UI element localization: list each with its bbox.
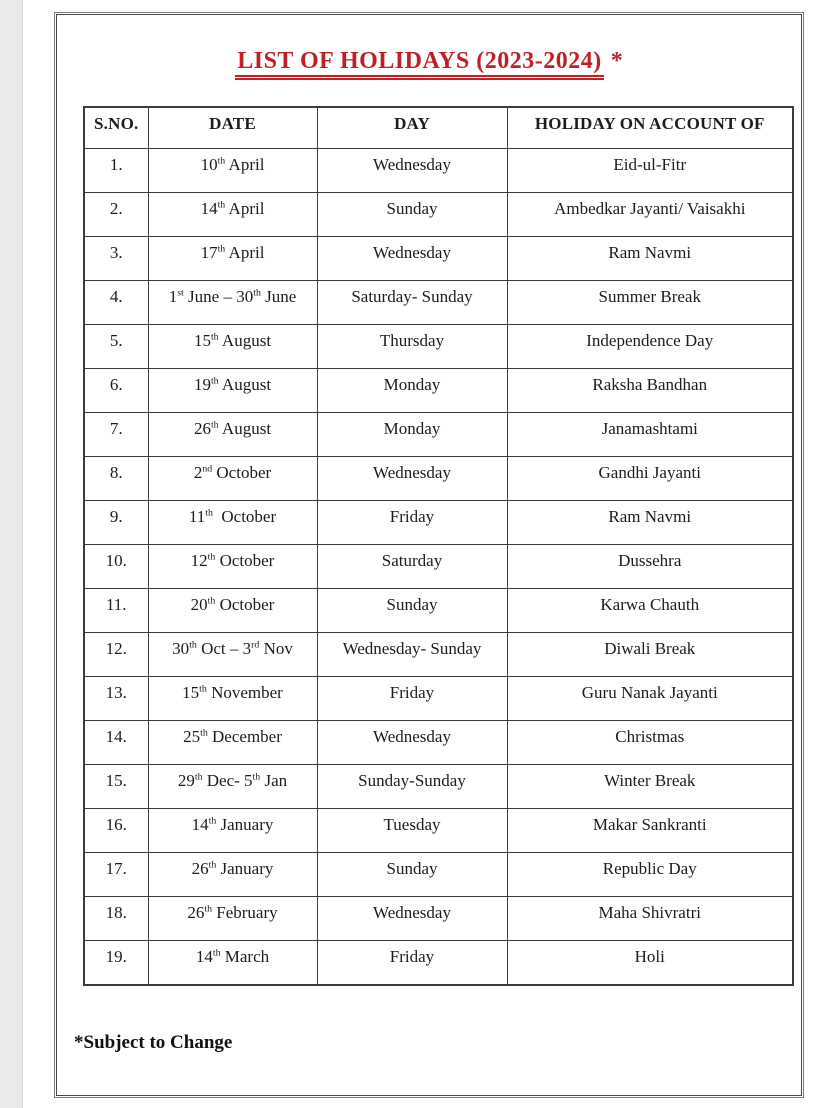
table-row xyxy=(84,413,793,457)
table-row xyxy=(84,721,793,765)
cell-date: 11th October xyxy=(148,501,317,545)
table-row xyxy=(84,941,793,986)
table-row xyxy=(84,501,793,545)
cell-date: 12th October xyxy=(148,545,317,589)
cell-day: Saturday- Sunday xyxy=(317,281,507,325)
cell-sno: 10. xyxy=(84,545,148,589)
column-header-holiday: HOLIDAY ON ACCOUNT OF xyxy=(507,107,793,149)
cell-sno: 9. xyxy=(84,501,148,545)
table-row xyxy=(84,369,793,413)
cell-date: 10th April xyxy=(148,149,317,193)
cell-day: Wednesday xyxy=(317,457,507,501)
page-margin-strip xyxy=(0,0,23,1108)
cell-sno: 13. xyxy=(84,677,148,721)
table-row xyxy=(84,457,793,501)
cell-holiday: Diwali Break xyxy=(507,633,793,677)
cell-holiday: Makar Sankranti xyxy=(507,809,793,853)
cell-holiday: Raksha Bandhan xyxy=(507,369,793,413)
cell-day: Thursday xyxy=(317,325,507,369)
cell-holiday: Ram Navmi xyxy=(507,501,793,545)
cell-holiday: Ambedkar Jayanti/ Vaisakhi xyxy=(507,193,793,237)
cell-sno: 15. xyxy=(84,765,148,809)
cell-sno: 5. xyxy=(84,325,148,369)
page-title-asterisk: * xyxy=(610,48,623,74)
cell-sno: 19. xyxy=(84,941,148,986)
cell-holiday: Independence Day xyxy=(507,325,793,369)
table-row xyxy=(84,589,793,633)
table-row xyxy=(84,281,793,325)
cell-sno: 7. xyxy=(84,413,148,457)
column-header-date: DATE xyxy=(148,107,317,149)
footnote: *Subject to Change xyxy=(74,1032,233,1054)
cell-holiday: Karwa Chauth xyxy=(507,589,793,633)
cell-sno: 1. xyxy=(84,149,148,193)
table-row xyxy=(84,325,793,369)
cell-day: Wednesday xyxy=(317,149,507,193)
table-row xyxy=(84,237,793,281)
cell-day: Sunday xyxy=(317,853,507,897)
cell-day: Wednesday xyxy=(317,237,507,281)
cell-day: Monday xyxy=(317,369,507,413)
cell-date: 26th August xyxy=(148,413,317,457)
document-page xyxy=(56,14,802,1096)
cell-date: 26th February xyxy=(148,897,317,941)
holiday-table-body xyxy=(84,149,793,986)
cell-day: Tuesday xyxy=(317,809,507,853)
cell-day: Friday xyxy=(317,677,507,721)
cell-day: Friday xyxy=(317,501,507,545)
table-row xyxy=(84,545,793,589)
cell-holiday: Eid-ul-Fitr xyxy=(507,149,793,193)
cell-date: 29th Dec- 5th Jan xyxy=(148,765,317,809)
cell-sno: 2. xyxy=(84,193,148,237)
table-row xyxy=(84,809,793,853)
table-header-row xyxy=(84,107,793,149)
cell-sno: 14. xyxy=(84,721,148,765)
table-row xyxy=(84,853,793,897)
cell-date: 30th Oct – 3rd Nov xyxy=(148,633,317,677)
cell-date: 14th January xyxy=(148,809,317,853)
cell-sno: 6. xyxy=(84,369,148,413)
cell-date: 14th March xyxy=(148,941,317,986)
table-row xyxy=(84,765,793,809)
cell-date: 14th April xyxy=(148,193,317,237)
cell-day: Wednesday- Sunday xyxy=(317,633,507,677)
table-row xyxy=(84,193,793,237)
cell-day: Saturday xyxy=(317,545,507,589)
cell-holiday: Summer Break xyxy=(507,281,793,325)
cell-holiday: Gandhi Jayanti xyxy=(507,457,793,501)
column-header-day: DAY xyxy=(317,107,507,149)
cell-holiday: Ram Navmi xyxy=(507,237,793,281)
cell-sno: 17. xyxy=(84,853,148,897)
cell-sno: 16. xyxy=(84,809,148,853)
cell-day: Wednesday xyxy=(317,897,507,941)
column-header-sno: S.NO. xyxy=(84,107,148,149)
cell-date: 2nd October xyxy=(148,457,317,501)
cell-sno: 4. xyxy=(84,281,148,325)
cell-holiday: Guru Nanak Jayanti xyxy=(507,677,793,721)
cell-date: 17th April xyxy=(148,237,317,281)
cell-day: Monday xyxy=(317,413,507,457)
cell-date: 19th August xyxy=(148,369,317,413)
cell-sno: 3. xyxy=(84,237,148,281)
cell-day: Sunday-Sunday xyxy=(317,765,507,809)
cell-holiday: Winter Break xyxy=(507,765,793,809)
cell-day: Wednesday xyxy=(317,721,507,765)
cell-date: 26th January xyxy=(148,853,317,897)
cell-holiday: Dussehra xyxy=(507,545,793,589)
cell-holiday: Janamashtami xyxy=(507,413,793,457)
cell-day: Friday xyxy=(317,941,507,986)
table-row xyxy=(84,677,793,721)
table-row xyxy=(84,149,793,193)
cell-day: Sunday xyxy=(317,589,507,633)
cell-date: 1st June – 30th June xyxy=(148,281,317,325)
cell-date: 15th November xyxy=(148,677,317,721)
cell-date: 25th December xyxy=(148,721,317,765)
cell-date: 15th August xyxy=(148,325,317,369)
cell-holiday: Holi xyxy=(507,941,793,986)
cell-day: Sunday xyxy=(317,193,507,237)
page-title xyxy=(57,48,801,80)
cell-sno: 8. xyxy=(84,457,148,501)
page-title-text: LIST OF HOLIDAYS (2023-2024) xyxy=(235,48,604,80)
cell-sno: 11. xyxy=(84,589,148,633)
holidays-table xyxy=(83,106,794,986)
cell-holiday: Maha Shivratri xyxy=(507,897,793,941)
cell-holiday: Christmas xyxy=(507,721,793,765)
cell-holiday: Republic Day xyxy=(507,853,793,897)
cell-date: 20th October xyxy=(148,589,317,633)
cell-sno: 18. xyxy=(84,897,148,941)
table-row xyxy=(84,897,793,941)
cell-sno: 12. xyxy=(84,633,148,677)
table-row xyxy=(84,633,793,677)
